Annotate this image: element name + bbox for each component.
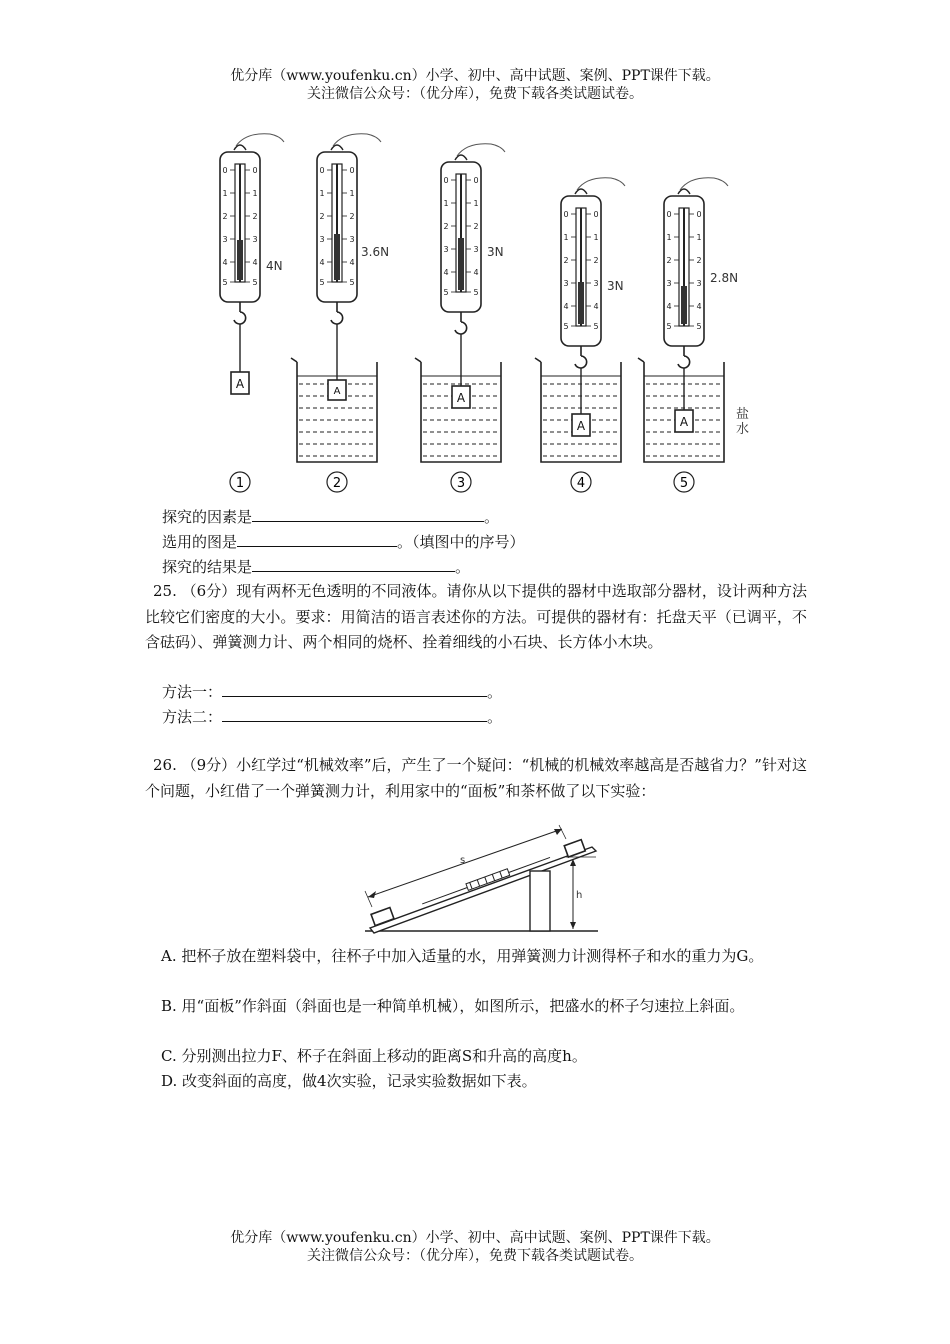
q26-step-b: B. 用“面板”作斜面（斜面也是一种简单机械），如图所示，把盛水的杯子匀速拉上斜面。 [161, 997, 745, 1015]
svg-text:1: 1 [563, 233, 569, 242]
svg-text:1: 1 [235, 476, 245, 491]
svg-text:0: 0 [222, 166, 228, 175]
svg-text:4: 4 [696, 302, 702, 311]
block-a-3: A [456, 391, 466, 405]
svg-text:3: 3 [696, 279, 702, 288]
svg-text:4: 4 [349, 258, 355, 267]
svg-text:2: 2 [593, 256, 599, 265]
block-a-2: A [333, 386, 341, 397]
q24-figures-line: 选用的图是 。（填图中的序号） [162, 533, 525, 551]
svg-text:0: 0 [473, 176, 479, 185]
svg-text:4: 4 [593, 302, 599, 311]
svg-text:0: 0 [666, 210, 672, 219]
svg-text:3: 3 [563, 279, 569, 288]
page-header-line2: 关注微信公众号：（优分库），免费下载各类试题试卷。 [307, 86, 643, 102]
q26-step-a: A. 把杯子放在塑料袋中，往杯子中加入适量的水，用弹簧测力计测得杯子和水的重力为G。 [161, 947, 764, 965]
svg-text:0: 0 [696, 210, 702, 219]
q25-method2-line: 方法二： 。 [162, 708, 503, 726]
label-s: s [460, 855, 466, 866]
q24-factor-line: 探究的因素是 。 [162, 508, 500, 526]
salt-water-label: 盐水 [736, 407, 750, 437]
svg-text:2: 2 [473, 222, 479, 231]
q25-method1-blank[interactable] [222, 682, 487, 697]
svg-text:5: 5 [593, 322, 599, 331]
spring-scale-figure: 0 0 0 1 1 2 2 3 3 4 4 5 5 4N A 0 0 1 1 2 2 3 3 4 4 5 5 3.6N A 0 0 1 1 2 2 3 3 4 4 5 5 3N A 0 0 1 1 2 2 3 3 4 4 5 5 3N A 0 0 1 1 2 2 3 3 4 4 5 5 2.8N A 盐水 1 2 3 4 5 [177, 134, 750, 491]
svg-text:0: 0 [593, 210, 599, 219]
svg-text:5: 5 [563, 322, 569, 331]
svg-text:3: 3 [222, 235, 228, 244]
spring-scale-1 [220, 134, 284, 394]
svg-text:1: 1 [696, 233, 702, 242]
svg-text:0: 0 [252, 166, 258, 175]
svg-text:2: 2 [222, 212, 228, 221]
reading-1: 4N [266, 259, 283, 273]
svg-text:2: 2 [696, 256, 702, 265]
svg-text:4: 4 [576, 476, 586, 491]
svg-text:5: 5 [222, 278, 228, 287]
svg-text:1: 1 [252, 189, 258, 198]
svg-text:3: 3 [593, 279, 599, 288]
incline-figure [360, 825, 610, 940]
svg-text:5: 5 [252, 278, 258, 287]
svg-text:0: 0 [349, 166, 355, 175]
svg-text:5: 5 [349, 278, 355, 287]
svg-text:3: 3 [319, 235, 325, 244]
q24-result-line: 探究的结果是 。 [162, 558, 471, 576]
reading-3: 3N [487, 245, 504, 259]
figure-number-5 [674, 472, 694, 492]
spring-scale-2 [291, 134, 389, 462]
svg-text:4: 4 [563, 302, 569, 311]
q24-figures-blank[interactable] [237, 532, 397, 547]
page-header-line1: 优分库（www.youfenku.cn）小学、初中、高中试题、案例、PPT课件下载。 [230, 68, 720, 84]
block-a-1: A [235, 377, 245, 391]
svg-text:5: 5 [679, 476, 689, 491]
svg-text:1: 1 [319, 189, 325, 198]
page-footer-line2: 关注微信公众号：（优分库），免费下载各类试题试卷。 [307, 1248, 643, 1264]
svg-text:1: 1 [349, 189, 355, 198]
svg-text:5: 5 [473, 288, 479, 297]
svg-text:4: 4 [319, 258, 325, 267]
figure-number-3 [451, 472, 471, 492]
svg-text:4: 4 [443, 268, 449, 277]
svg-text:1: 1 [222, 189, 228, 198]
reading-2: 3.6N [361, 245, 390, 259]
svg-text:4: 4 [473, 268, 479, 277]
svg-text:2: 2 [443, 222, 449, 231]
reading-4: 3N [607, 279, 624, 293]
q26-step-d: D. 改变斜面的高度，做4次实验，记录实验数据如下表。 [161, 1072, 537, 1090]
svg-text:0: 0 [319, 166, 325, 175]
svg-text:3: 3 [349, 235, 355, 244]
svg-text:4: 4 [666, 302, 672, 311]
svg-text:2: 2 [252, 212, 258, 221]
block-a-4: A [576, 419, 586, 433]
q24-result-blank[interactable] [252, 557, 455, 572]
svg-text:4: 4 [252, 258, 258, 267]
svg-text:0: 0 [443, 176, 449, 185]
svg-text:5: 5 [696, 322, 702, 331]
q26-step-c: C. 分别测出拉力F、杯子在斜面上移动的距离S和升高的高度h。 [161, 1047, 587, 1065]
svg-text:3: 3 [666, 279, 672, 288]
svg-text:3: 3 [252, 235, 258, 244]
label-h: h [576, 890, 583, 901]
q25-text: 25. （6分）现有两杯无色透明的不同液体。请你从以下提供的器材中选取部分器材，设计两种方法比较它们密度的大小。要求：用简洁的语言表述你的方法。可提供的器材有：托盘天平（已调平，不含砝码）、弹簧测力计、两个相同的烧杯、拴着细线的小石块、长方体小木块。 [145, 582, 807, 651]
spring-scale-3 [415, 144, 505, 462]
figure-number-4 [571, 472, 591, 492]
figure-number-2 [327, 472, 347, 492]
spring-scale-5 [638, 178, 749, 462]
svg-text:5: 5 [319, 278, 325, 287]
q25-method1-line: 方法一： 。 [162, 683, 503, 701]
svg-text:5: 5 [443, 288, 449, 297]
spring-scale-4 [535, 178, 625, 462]
svg-text:2: 2 [332, 476, 342, 491]
svg-text:3: 3 [443, 245, 449, 254]
svg-text:1: 1 [443, 199, 449, 208]
page-footer-line1: 优分库（www.youfenku.cn）小学、初中、高中试题、案例、PPT课件下载。 [230, 1230, 720, 1246]
svg-text:2: 2 [349, 212, 355, 221]
svg-text:1: 1 [666, 233, 672, 242]
svg-text:0: 0 [563, 210, 569, 219]
svg-text:5: 5 [666, 322, 672, 331]
reading-5: 2.8N [710, 271, 739, 285]
figure-number-1 [230, 472, 250, 492]
q26-text: 26. （9分）小红学过“机械效率”后，产生了一个疑问：“机械的机械效率越高是否越省力？”针对这个问题，小红借了一个弹簧测力计，利用家中的“面板”和茶杯做了以下实验： [145, 756, 807, 800]
svg-text:1: 1 [473, 199, 479, 208]
svg-text:2: 2 [666, 256, 672, 265]
q25-method2-blank[interactable] [222, 707, 487, 722]
svg-text:2: 2 [319, 212, 325, 221]
svg-text:4: 4 [222, 258, 228, 267]
svg-text:3: 3 [473, 245, 479, 254]
svg-text:1: 1 [593, 233, 599, 242]
block-a-5: A [679, 415, 689, 429]
q24-factor-blank[interactable] [252, 507, 484, 522]
svg-text:3: 3 [456, 476, 466, 491]
svg-text:2: 2 [563, 256, 569, 265]
